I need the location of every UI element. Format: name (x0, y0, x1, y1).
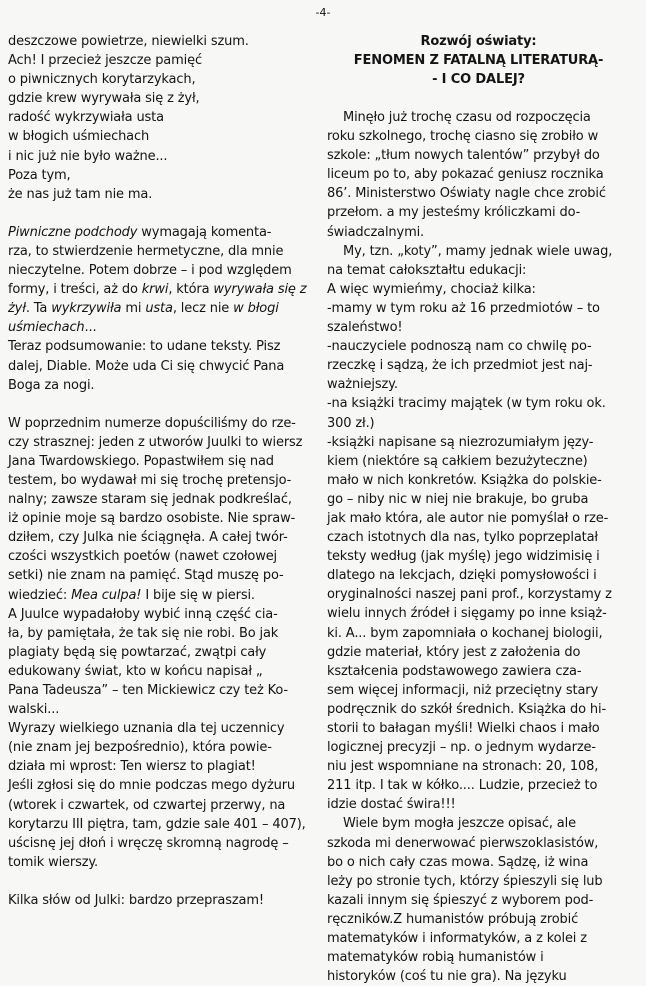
poem-line: deszczowe powietrze, niewielki szum. (8, 34, 249, 49)
text-line: Teraz podsumowanie: to udane teksty. Pisz (8, 339, 281, 355)
text-line: (wtorek i czwartek, od czwartej przerwy, na (8, 797, 286, 813)
text-line: 300 zł.) (327, 415, 375, 431)
text-line: -mamy w tym roku aż 16 przedmiotów – to (327, 300, 600, 316)
text-line: Piwniczne podchody wymagają komenta- (8, 224, 272, 240)
text-line: A Juulce wypadałoby wybić inną część cia- (8, 606, 278, 622)
poem-line: Ach! I przecież jeszcze pamięć (8, 53, 202, 69)
text-line: walski... (8, 702, 60, 718)
text-line: przełom. a my jesteśmy króliczkami do- (327, 205, 581, 221)
text-line: ki. A... bym zapomniała o kochanej biologii, (327, 625, 603, 641)
poem-line: gdzie krew wyrywała się z żył, (8, 91, 200, 107)
text-line: żył. Ta wykrzywiła mi usta, lecz nie w błogi (8, 301, 279, 317)
text-line: ła, by pamiętała, że tak się nie robi. Bo jak (8, 625, 279, 641)
text-line: roku szkolnego, trochę ciasno się zrobiło w (327, 129, 599, 145)
text-line: kazali innym się śpieszyć z wyborem pod- (327, 892, 594, 908)
text-line: kiem (niektóre są całkiem bezużyteczne) (327, 453, 588, 469)
text-line: uśmiechach... (8, 320, 97, 336)
text-line: idzie dostać świra!!! (327, 797, 456, 813)
text-line: (nie znam jej bezpośrednio), która powie- (8, 740, 272, 756)
text-line: go – niby nic w niej nie brakuje, bo gruba (327, 491, 589, 507)
text-line: plagiaty będą się powtarzać, zwątpi cały (8, 644, 267, 660)
text-line: Boga za nogi. (8, 377, 95, 393)
text-line: szkoda mi denerwować pierwszoklasistów, (327, 835, 599, 851)
text-line: iż opinie moje są bardzo osobiste. Nie spraw- (8, 511, 296, 527)
right-column (327, 32, 630, 986)
text-line: logicznej precyzji – np. o jednym wydarze- (327, 740, 596, 756)
conclusion-paragraph (327, 814, 630, 986)
text-line: 86’. Ministerstwo Oświaty nagle chce zrobić (327, 186, 606, 202)
text-line: 211 itp. I tak w kółko.... Ludzie, przecież to (327, 778, 598, 794)
section-label: Rozwój oświaty: (420, 34, 537, 49)
text-line: -książki napisane są niezrozumiałym języ- (327, 434, 594, 450)
text-line: mało w nich konkretów. Książka do polskie- (327, 472, 602, 488)
text-line: korytarzu III piętra, tam, gdzie sale 401 – 407), (8, 816, 306, 832)
complaints-paragraph (327, 242, 630, 815)
text-line: My, tzn. „koty”, mamy jednak wiele uwag, (343, 243, 613, 259)
text-line: dlatego na lekcjach, dzięki pomysłowości i (327, 568, 597, 584)
article-title: FENOMEN Z FATALNĄ LITERATURĄ- (353, 53, 604, 68)
text-line: wielu innych źródeł i sięgamy po inne książ- (327, 606, 607, 622)
closing-note: Kilka słów od Julki: bardzo przepraszam! (8, 892, 264, 908)
text-line: leży po stronie tych, którzy śpieszyli się lub (327, 873, 603, 889)
left-column (8, 32, 308, 910)
text-line: -na książki tracimy majątek (w tym roku ok. (327, 396, 606, 412)
text-line: testem, bo wydawał mi się trochę pretensjo- (8, 472, 292, 488)
poem-line: radość wykrzywiała usta (8, 110, 164, 126)
review-paragraph (8, 223, 308, 395)
text-line: Wiele bym mogła jeszcze opisać, ale (343, 816, 576, 832)
text-line: dalej, Diable. Może uda Ci się chwycić Pana (8, 358, 285, 374)
poem-line: w błogich uśmiechach (8, 129, 150, 145)
text-line: A więc wymieńmy, chociaż kilka: (327, 281, 536, 297)
text-line: Jana Twardowskiego. Popastwiłem się nad (8, 453, 274, 469)
poem-line: Poza tym, (8, 167, 71, 183)
text-line: matematyków robią humanistów i (327, 950, 544, 966)
poem-line: o piwnicznych korytarzykach, (8, 72, 196, 88)
poem-line: że nas już tam nie ma. (8, 186, 153, 202)
text-line: Jeśli zgłosi się do mnie podczas mego dyżuru (8, 778, 295, 794)
text-line: nalny; zawsze staram się jednak podkreślać, (8, 492, 292, 508)
text-line: kształcenia podstawowego zawiera cza- (327, 663, 582, 679)
text-line: wiedzieć: Mea culpa! I bije się w piersi. (8, 587, 255, 603)
text-line: ważniejszy. (327, 377, 398, 393)
text-line: dziłem, czy Julka nie ściągnęła. A całej twór- (8, 530, 288, 546)
text-line: jak mało która, ale autor nie pomyślał o rze- (327, 510, 609, 526)
text-line: Minęło już trochę czasu od rozpoczęcia (343, 110, 591, 125)
text-line: świadczalnymi. (327, 224, 425, 240)
intro-paragraph (327, 108, 630, 242)
page-number: -4- (315, 6, 331, 19)
text-line: storii to bałagan myśli! Wielki chaos i mało (327, 721, 600, 736)
text-line: edukowany świat, kto w końcu napisał „ (8, 663, 263, 679)
poem (8, 32, 308, 204)
text-line: niu jest wspomniane na stronach: 20, 108, (327, 759, 599, 775)
text-line: W poprzednim numerze dopuściliśmy do rze- (8, 415, 296, 431)
text-line: tomik wierszy. (8, 854, 99, 870)
text-line: setki) nie znam na pamięć. Stąd muszę po- (8, 568, 284, 584)
plagiarism-paragraph (8, 414, 308, 872)
text-line: czach istotnych dla nas, tylko poprzeplatał (327, 530, 598, 546)
text-line: czości wszystkich poetów (nawet czołowej (8, 549, 278, 565)
text-line: oryginalności naszej pani prof., korzystamy z (327, 587, 612, 603)
text-line: szkole: „tłum nowych talentów” przybył do (327, 148, 600, 164)
text-line: ręczników.Z humanistów próbują zrobić (327, 911, 579, 927)
text-line: uścisnę jej dłoń i wręczę skromną nagrodę – (8, 835, 289, 851)
text-line: matematyków i informatyków, a z kolei z (327, 931, 587, 947)
text-line: liceum po to, aby pokazać geniusz rocznika (327, 167, 604, 183)
text-line: rzeczkę i sądzą, że ich przedmiot jest naj- (327, 358, 593, 374)
text-line: czy strasznej: jeden z utworów Juulki to wiersz (8, 434, 303, 450)
text-line: -nauczyciele podnoszą nam co chwilę po- (327, 339, 592, 355)
text-line: rza, to stwierdzenie hermetyczne, dla mnie (8, 243, 284, 259)
text-line: szaleństwo! (327, 320, 403, 336)
text-line: formy, i treści, aż do krwi, która wyrywała się z (8, 282, 307, 298)
text-line: Pana Tadeusza” – ten Mickiewicz czy też Ko- (8, 683, 288, 698)
text-line: podręcznik do szkół średnich. Książka do hi- (327, 701, 607, 717)
text-line: Wyrazy wielkiego uznania dla tej uczennicy (8, 721, 285, 737)
text-line: gdzie materiał, który jest z założenia do (327, 644, 581, 660)
mea-culpa: Mea culpa! (71, 587, 142, 603)
text-line: działa mi wprost: Ten wiersz to plagiat! (8, 759, 256, 775)
text-line: bo o nich cały czas mowa. Sądzę, iż wina (327, 854, 589, 870)
text-line: historyków (coś tu nie gra). Na języku (327, 969, 567, 985)
text-line: nieczytelne. Potem dobrze – i pod względem (8, 263, 292, 279)
text-line: sem więcej informacji, niż przeciętny stary (327, 682, 599, 698)
poem-line: i nic już nie było ważne... (8, 148, 168, 164)
text-line: na temat całokształtu edukacji: (327, 262, 527, 278)
text-line: teksty według (jak myślę) jego widzimisię i (327, 549, 600, 565)
article-title-line2: - I CO DALEJ? (432, 72, 525, 87)
